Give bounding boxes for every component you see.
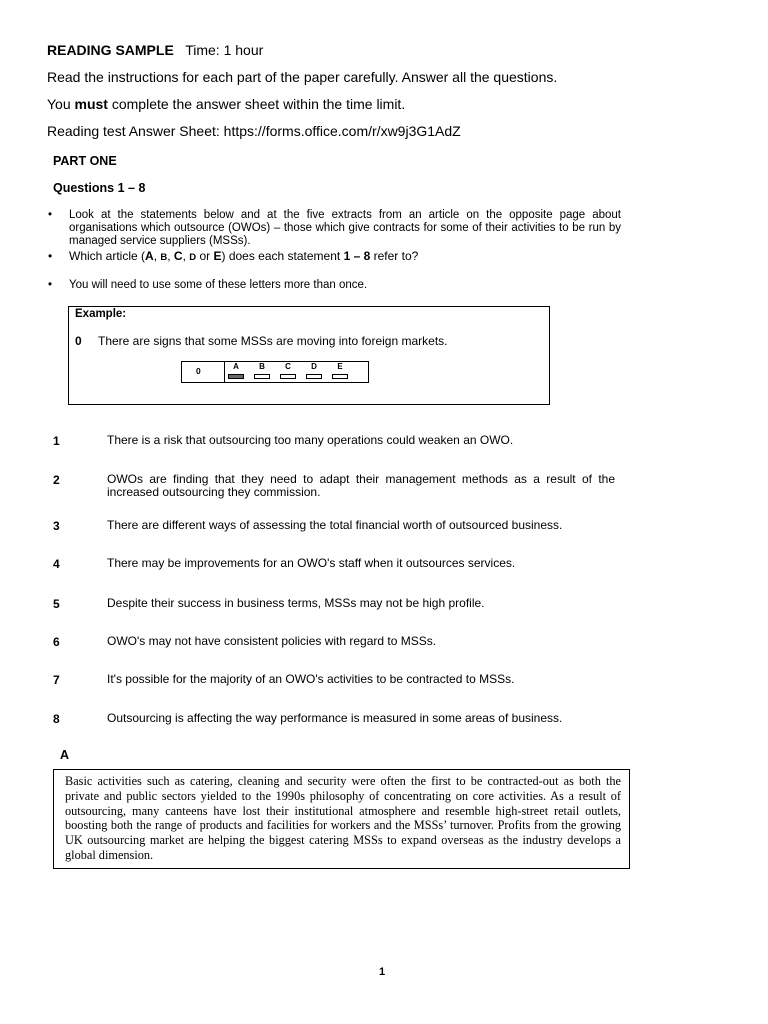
question-number: 6 [53, 635, 60, 649]
answer-grid-label: 0 [196, 366, 201, 376]
answer-grid-divider [224, 362, 225, 382]
option-letter-e: E [337, 362, 343, 371]
question-text: It's possible for the majority of an OWO's activities to be contracted to MSSs. [107, 672, 515, 686]
bullet-segment: Which article ( [69, 249, 146, 263]
statement-range: 1 – 8 [343, 249, 371, 263]
example-box [68, 306, 550, 405]
extract-letter-a: A [60, 748, 70, 762]
extract-a-passage: Basic activities such as catering, cleaning and security were often the first to be contracted-out as both the private and public sectors yielded to the 1990s philosophy of concentrating on core activities. As a result of outsourcing, many canteens have lost their institutional atmosphere and resemble high-street retail outlets, boosting both the range of products and facilities for workers and the MSSs’ turnover. Profits from the growing UK outsourcing market are helping the biggest catering MSSs to expand overseas as the industry develops a global dimension. [53, 769, 630, 869]
instruction-bullets [48, 209, 623, 295]
letter-a: A [145, 249, 154, 263]
question-number: 4 [53, 557, 60, 571]
bullet-segment: ) does each statement [221, 249, 341, 263]
must-prefix: You [47, 96, 71, 112]
option-box-d[interactable] [306, 374, 322, 379]
letter-e: E [213, 249, 222, 263]
question-text: Outsourcing is affecting the way performance is measured in some areas of business. [107, 711, 563, 725]
question-number: 7 [53, 673, 60, 687]
letter-d: D [189, 252, 197, 263]
general-instructions: Read the instructions for each part of the paper carefully. Answer all the questions. [47, 69, 558, 85]
bullet-text: Look at the statements below and at the five extracts from an article on the opposite page about organisations which outsource (OWOs) – those which give contracts for some of their activities to be run by managed service suppliers (MSSs). [69, 209, 621, 247]
bullet-icon: • [48, 249, 53, 263]
bullet-text: Which article (A, B, C, D or E) does each statement 1 – 8 refer to? [69, 249, 419, 263]
example-number: 0 [75, 334, 82, 348]
option-letter-b: B [259, 362, 265, 371]
option-letter-a: A [233, 362, 239, 371]
option-box-b[interactable] [254, 374, 270, 379]
option-letter-c: C [285, 362, 291, 371]
question-number: 3 [53, 519, 60, 533]
question-text: Despite their success in business terms, MSSs may not be high profile. [107, 596, 485, 610]
option-box-a[interactable] [228, 374, 244, 379]
option-box-e[interactable] [332, 374, 348, 379]
question-number: 8 [53, 712, 60, 726]
title-line [47, 42, 263, 58]
bullet-text: You will need to use some of these letters more than once. [69, 279, 368, 291]
question-text: There is a risk that outsourcing too many operations could weaken an OWO. [107, 433, 514, 447]
time-limit: Time: 1 hour [185, 42, 264, 58]
document-title: READING SAMPLE [47, 42, 174, 58]
question-text: There may be improvements for an OWO's staff when it outsources services. [107, 556, 516, 570]
letter-b: B [160, 252, 168, 263]
example-title: Example: [75, 308, 127, 320]
letter-c: C [173, 249, 183, 263]
answer-sheet-line [47, 123, 461, 139]
must-emphasis: must [74, 96, 108, 112]
must-suffix: complete the answer sheet within the time limit. [111, 96, 406, 112]
question-number: 1 [53, 434, 60, 448]
bullet-icon: • [48, 279, 53, 291]
answer-sheet-label: Reading test Answer Sheet: [47, 123, 220, 139]
question-number: 5 [53, 597, 60, 611]
part-title: PART ONE [53, 154, 117, 168]
questions-range: Questions 1 – 8 [53, 181, 146, 195]
example-statement: There are signs that some MSSs are moving into foreign markets. [98, 334, 448, 348]
answer-sheet-link[interactable]: https://forms.office.com/r/xw9j3G1AdZ [223, 123, 461, 139]
page-number: 1 [379, 966, 386, 978]
option-letter-d: D [311, 362, 317, 371]
bullet-segment: or [199, 249, 211, 263]
option-box-c[interactable] [280, 374, 296, 379]
time-limit-instructions [47, 96, 405, 112]
answer-grid [181, 361, 369, 383]
bullet-icon: • [48, 209, 53, 221]
question-text: OWOs are finding that they need to adapt their management methods as a result of the increased outsourcing they commission. [107, 472, 615, 499]
bullet-segment: refer to? [373, 249, 419, 263]
question-number: 2 [53, 473, 60, 487]
question-text: There are different ways of assessing the total financial worth of outsourced business. [107, 518, 563, 532]
question-text: OWO's may not have consistent policies with regard to MSSs. [107, 634, 437, 648]
